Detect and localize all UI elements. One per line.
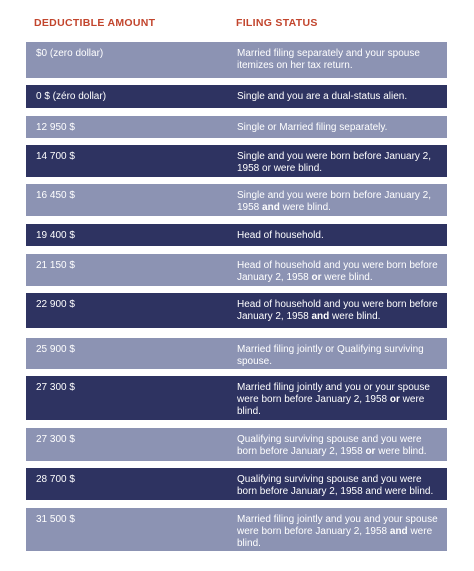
filing-status: Married filing jointly and you and your spouse were born before January 2, 1958 and were blind.: [237, 514, 438, 549]
table-row: [26, 338, 447, 369]
deductible-amount: 25 900 $: [36, 344, 75, 355]
table-row: [26, 42, 447, 78]
table-row: [26, 376, 447, 420]
table-row: [26, 224, 447, 246]
deductible-amount: 12 950 $: [36, 122, 75, 133]
table-row: [26, 145, 447, 177]
table-row: [26, 468, 447, 500]
deductible-amount: 31 500 $: [36, 514, 75, 525]
table-row: [26, 254, 447, 286]
deductible-amount: 28 700 $: [36, 474, 75, 485]
deductible-amount: 14 700 $: [36, 151, 75, 162]
deductible-amount: 0 $ (zéro dollar): [36, 91, 107, 102]
filing-status: Married filing jointly or Qualifying surviving spouse.: [237, 344, 424, 367]
table-row: [26, 428, 447, 461]
filing-status: Head of household and you were born before January 2, 1958 and were blind.: [237, 299, 438, 322]
deductible-amount: 27 300 $: [36, 382, 75, 393]
filing-status: Single and you were born before January 2, 1958 and were blind.: [237, 190, 432, 213]
table-row: [26, 293, 447, 328]
filing-status: Married filing jointly and you or your spouse were born before January 2, 1958 or were blind.: [237, 382, 430, 417]
filing-status: Head of household.: [237, 230, 324, 241]
table-row: [26, 116, 447, 138]
filing-status: Qualifying surviving spouse and you were born before January 2, 1958 or were blind.: [237, 434, 427, 457]
filing-status: Single and you are a dual-status alien.: [237, 91, 408, 102]
deductible-amount: 16 450 $: [36, 190, 75, 201]
filing-status: Head of household and you were born before January 2, 1958 or were blind.: [237, 260, 438, 283]
filing-status-header: FILING STATUS: [236, 17, 318, 29]
filing-status: Married filing separately and your spouse itemizes on her tax return.: [237, 48, 420, 71]
table-row: [26, 508, 447, 551]
filing-status: Qualifying surviving spouse and you were born before January 2, 1958 and were blind.: [237, 474, 434, 497]
deductible-amount-header: DEDUCTIBLE AMOUNT: [34, 17, 156, 29]
filing-status: Single and you were born before January 2, 1958 or were blind.: [237, 151, 432, 174]
deductible-amount: 19 400 $: [36, 230, 75, 241]
deductible-amount: 21 150 $: [36, 260, 75, 271]
table-row: [26, 85, 447, 108]
filing-status: Single or Married filing separately.: [237, 122, 388, 133]
deductible-amount: 27 300 $: [36, 434, 75, 445]
deductible-amount: $0 (zero dollar): [36, 48, 104, 59]
deductible-amount: 22 900 $: [36, 299, 75, 310]
table-row: [26, 184, 447, 216]
